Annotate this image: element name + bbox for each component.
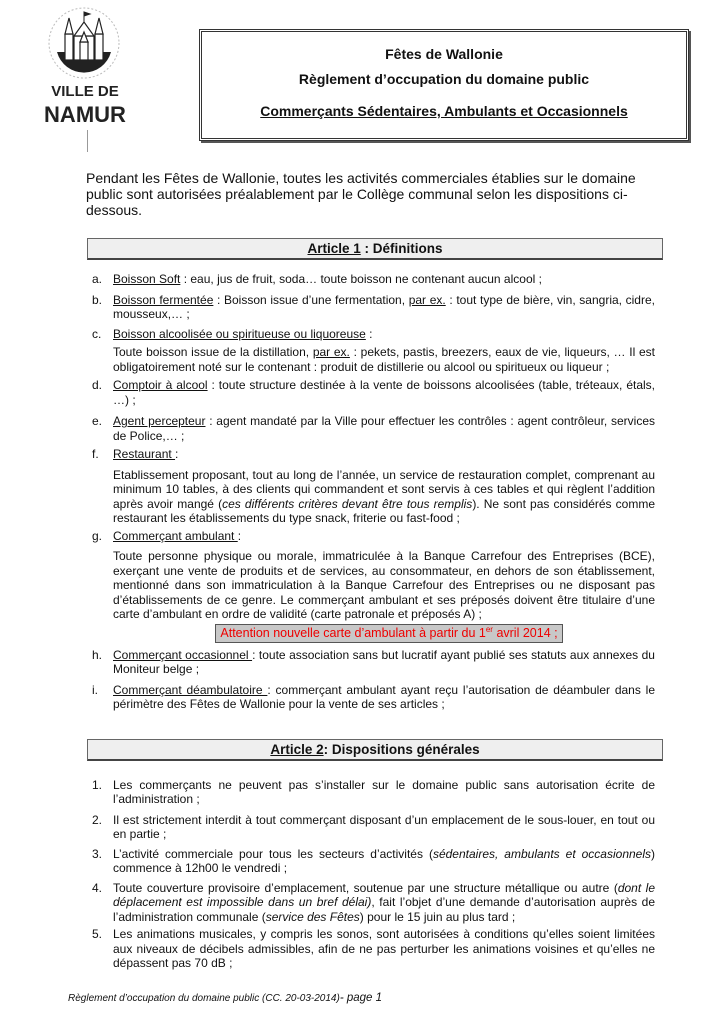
par-ex: par ex.: [312, 345, 350, 359]
marker: e.: [92, 414, 103, 428]
notice-text-cont: avril 2014 ;: [492, 625, 558, 640]
definition-b: [92, 293, 655, 322]
footer-text: Règlement d’occupation du domaine public (CC. 20-03-2014): [68, 992, 340, 1004]
marker: i.: [92, 682, 98, 697]
title-line-2: Règlement d’occupation du domaine public: [298, 71, 590, 87]
definition: : eau, jus de fruit, soda… toute boisson ne contenant aucun alcool ;: [180, 272, 542, 286]
definition-d: [92, 378, 655, 407]
term: Comptoir à alcool: [113, 378, 208, 392]
page-number: - page 1: [339, 991, 383, 1004]
notice-text: Attention nouvelle carte d’ambulant à partir du 1: [220, 625, 486, 640]
provision-1: [92, 778, 655, 807]
provision-3: [92, 847, 655, 876]
logo-ville-de: VILLE DE: [51, 83, 119, 100]
attention-notice: [215, 624, 563, 643]
definition-cont: : tout type de bière, vin, sangria, cidre, mousseux,… ;: [113, 292, 655, 321]
ville-de-namur-logo: [40, 4, 130, 150]
provision-2: [92, 813, 655, 842]
article-1-label: Article 1: [307, 241, 361, 256]
definition-g: [92, 529, 655, 544]
notice-sup: er: [485, 624, 493, 634]
term: Agent percepteur: [113, 414, 206, 428]
colon: :: [175, 447, 179, 461]
namur-seal-icon: [47, 6, 121, 80]
term: Boisson Soft: [113, 272, 181, 286]
body-text-cont: ). Ne sont pas considérés comme restaurant les établissements du type snack, friterie ou fast-food ;: [113, 496, 656, 525]
provision-text: L’activité commerciale pour tous les secteurs d’activités (: [113, 846, 433, 861]
provision-text: Les commerçants ne peuvent pas s’installer sur le domaine public sans autorisation écrite de l’administration ;: [113, 777, 655, 806]
definition: : commerçant ambulant ayant reçu l’autorisation de déambuler dans le périmètre des Fêtes de Wallonie pour la vente de ses articles ;: [113, 682, 656, 711]
provision-text-cont: , fait l’objet d’une demande d’autorisation auprès de l’administration communale (: [113, 895, 656, 924]
marker: a.: [92, 272, 103, 286]
provision-italic: sédentaires, ambulants et occasionnels: [432, 846, 652, 861]
definition-f-body: [113, 468, 655, 526]
definition: : Boisson issue d’une fermentation,: [213, 292, 409, 307]
definition-g-body: Toute personne physique ou morale, immatriculée à la Banque Carrefour des Entreprises (BCE), exerçant une vente de produits et de services, au consommateur, en dehors de son établissement, mentionné dans son immatriculation à la Banque Carrefour des Entreprises ou ne disposant pas d’établissements de ce genre. Le commerçant ambulant et ses préposés doivent être titulaire d’une carte d’ambulant en ordre de validité (carte patronale et préposés A) ;: [113, 549, 655, 621]
term: Restaurant: [113, 447, 176, 461]
term: Boisson fermentée: [113, 292, 214, 307]
article-2-heading: [87, 739, 663, 761]
definition-c: [92, 327, 655, 342]
marker: d.: [92, 378, 103, 392]
intro-paragraph: Pendant les Fêtes de Wallonie, toutes les activités commerciales établies sur le domaine public sont autorisées préalablement par le Collège communal selon les dispositions ci-dessous.: [86, 170, 636, 218]
logo-divider: [87, 130, 88, 152]
definition-a: [92, 272, 655, 287]
provision-text: Il est strictement interdit à tout commerçant disposant d’un emplacement de le sous-louer, en tout ou en partie ;: [113, 812, 655, 841]
definition-f: [92, 447, 655, 462]
provision-italic-2: service des Fêtes: [265, 909, 360, 924]
provision-text-cont: ) commence à 12h00 le vendredi ;: [113, 846, 656, 875]
definition-i: [92, 683, 655, 712]
definition-h: [92, 648, 655, 677]
article-1-title: : Définitions: [360, 241, 443, 256]
colon: :: [237, 528, 242, 543]
logo-namur: NAMUR: [44, 102, 126, 127]
marker: b.: [92, 292, 103, 307]
provision-5: [92, 927, 655, 971]
term: Commerçant déambulatoire: [113, 682, 268, 697]
body-text-cont: : pekets, pastis, breezers, eaux de vie, liqueurs, … Il est obligatoirement noté sur le contenant : produit de distillerie ou alcool ou spiritueux ou liqueur ;: [113, 345, 656, 374]
title-line-3: Commerçants Sédentaires, Ambulants et Occasionnels: [260, 103, 628, 119]
body-text: Etablissement proposant, tout au long de l’année, un service de restauration complet, comprenant au minimum 10 tables, à des clients qui commandent et sont servis à ces tables et qui règlent l’addition après avoir mangé (: [113, 467, 655, 511]
provision-4: [92, 881, 655, 925]
definition-c-body: [113, 345, 655, 374]
marker: h.: [92, 647, 103, 662]
marker: 4.: [92, 880, 103, 895]
body-italic: ces différents critères devant être tous remplis: [222, 496, 473, 511]
provision-text: Les animations musicales, y compris les sonos, sont autorisées à conditions qu’elles soient limitées aux niveaux de décibels admissibles, afin de ne pas perturber les animations voisines et qu’elles ne dépassent pas 70 dB ;: [113, 927, 655, 970]
provision-italic: dont le déplacement est impossible dans un bref délai): [113, 880, 655, 909]
title-line-1: Fêtes de Wallonie: [385, 46, 503, 62]
document-body: [68, 170, 662, 1026]
body-text: Toute boisson issue de la distillation,: [113, 345, 313, 359]
provision-text: Toute couverture provisoire d’emplacement, soutenue par une structure métallique ou autre (: [113, 880, 618, 895]
marker: 5.: [92, 927, 103, 941]
marker: g.: [92, 528, 103, 543]
term: Boisson alcoolisée ou spiritueuse ou liquoreuse: [113, 326, 366, 341]
marker: c.: [92, 326, 102, 341]
colon: :: [365, 326, 373, 341]
par-ex: par ex.: [408, 292, 446, 307]
term: Commerçant occasionnel: [113, 647, 253, 662]
article-2-title: : Dispositions générales: [323, 741, 480, 757]
marker: 3.: [92, 846, 103, 861]
marker: 1.: [92, 777, 103, 792]
marker: f.: [92, 447, 99, 461]
definition-e: [92, 414, 655, 443]
definition: : agent mandaté par la Ville pour effectuer les contrôles : agent contrôleur, services de Police,… ;: [113, 414, 656, 443]
definition: : toute structure destinée à la vente de boissons alcoolisées (table, tréteaux, étals, …) ;: [113, 378, 656, 407]
article-1-heading: [87, 238, 663, 260]
page-footer: [68, 991, 644, 1006]
marker: 2.: [92, 812, 103, 827]
definition: : toute association sans but lucratif ayant publié ses statuts aux annexes du Moniteur belge ;: [113, 647, 655, 676]
title-box: [199, 29, 689, 141]
article-2-label: Article 2: [270, 741, 324, 757]
term: Commerçant ambulant: [113, 528, 238, 543]
provision-text-end: ) pour le 15 juin au plus tard ;: [359, 909, 516, 924]
